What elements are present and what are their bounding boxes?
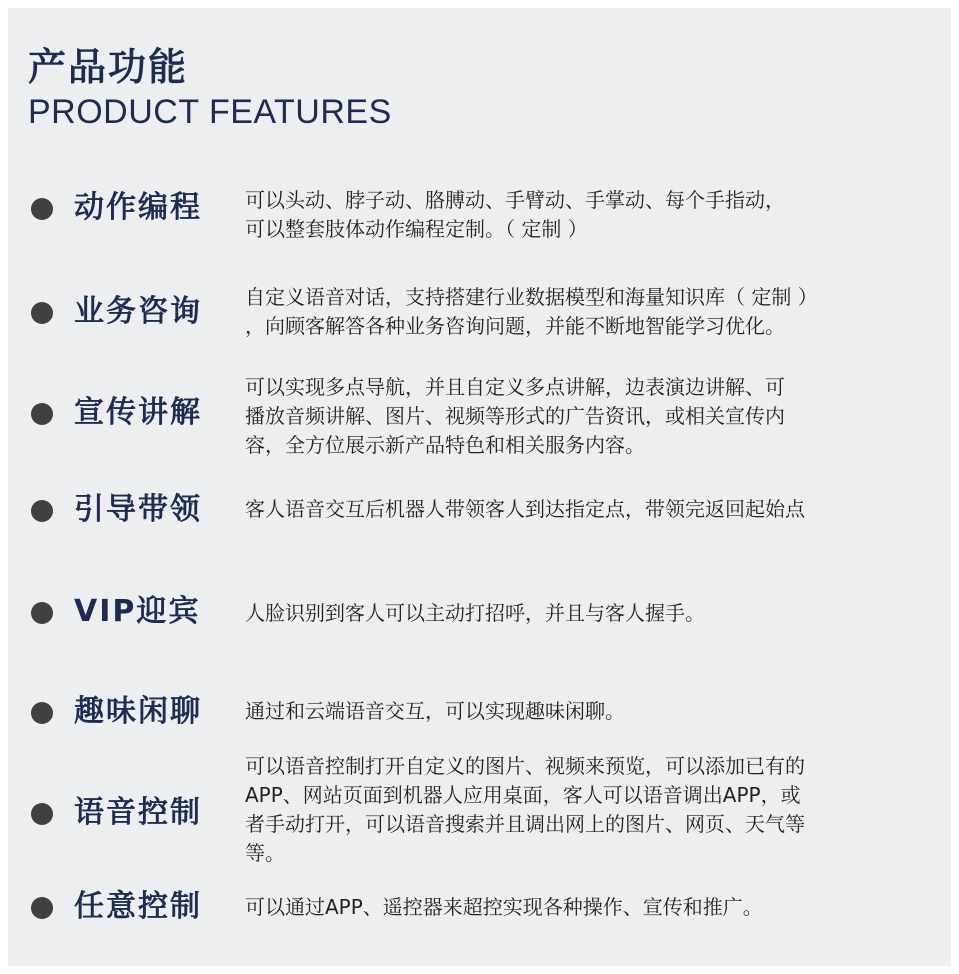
page-title: 产品功能 (28, 45, 189, 89)
feature-description-line: 容，全方位展示新产品特色和相关服务内容。 (245, 433, 645, 457)
feature-description-line: 人脸识别到客人可以主动打招呼，并且与客人握手。 (245, 601, 705, 625)
bullet-icon (31, 702, 53, 724)
feature-description-line: 客人语音交互后机器人带领客人到达指定点，带领完返回起始点 (245, 497, 805, 521)
feature-description (245, 283, 945, 341)
feature-name: 宣传讲解 (74, 395, 202, 430)
feature-description (245, 186, 945, 244)
feature-name: VIP迎宾 (74, 594, 201, 629)
feature-description (245, 752, 945, 868)
feature-description-line: 等。 (245, 841, 285, 865)
feature-description-line: 可以通过APP、遥控器来超控实现各种操作、宣传和推广。 (245, 895, 763, 919)
feature-name: 业务咨询 (74, 294, 202, 329)
feature-description-line: ，向顾客解答各种业务咨询问题，并能不断地智能学习优化。 (245, 314, 785, 338)
feature-name: 任意控制 (74, 889, 202, 924)
feature-description (245, 599, 945, 628)
bullet-icon (31, 897, 53, 919)
feature-description-line: 播放音频讲解、图片、视频等形式的广告资讯，或相关宣传内 (245, 404, 785, 428)
bullet-icon (31, 198, 53, 220)
feature-description-line: 者手动打开，可以语音搜索并且调出网上的图片、网页、天气等 (245, 812, 805, 836)
feature-name: 引导带领 (74, 492, 202, 527)
feature-name: 趣味闲聊 (74, 694, 202, 729)
feature-description-line: 可以实现多点导航，并且自定义多点讲解，边表演边讲解、可 (245, 375, 785, 399)
feature-description (245, 495, 945, 524)
page-subtitle: PRODUCT FEATURES (28, 93, 392, 131)
feature-name: 动作编程 (74, 190, 202, 225)
bullet-icon (31, 803, 53, 825)
feature-description (245, 893, 945, 922)
feature-description-line: 自定义语音对话，支持搭建行业数据模型和海量知识库（ 定制 ） (245, 285, 818, 309)
feature-description-line: 可以整套肢体动作编程定制。（ 定制 ） (245, 217, 588, 241)
feature-description-line: 可以头动、脖子动、胳膊动、手臂动、手掌动、每个手指动， (245, 188, 785, 212)
bullet-icon (31, 403, 53, 425)
bullet-icon (31, 302, 53, 324)
feature-description-line: 可以语音控制打开自定义的图片、视频来预览，可以添加已有的 (245, 754, 805, 778)
feature-name: 语音控制 (74, 795, 202, 830)
feature-description-line: APP、网站页面到机器人应用桌面，客人可以语音调出APP，或 (245, 783, 801, 807)
feature-description (245, 697, 945, 726)
features-panel (8, 8, 951, 966)
bullet-icon (31, 602, 53, 624)
feature-description (245, 373, 945, 460)
bullet-icon (31, 500, 53, 522)
feature-description-line: 通过和云端语音交互，可以实现趣味闲聊。 (245, 699, 625, 723)
